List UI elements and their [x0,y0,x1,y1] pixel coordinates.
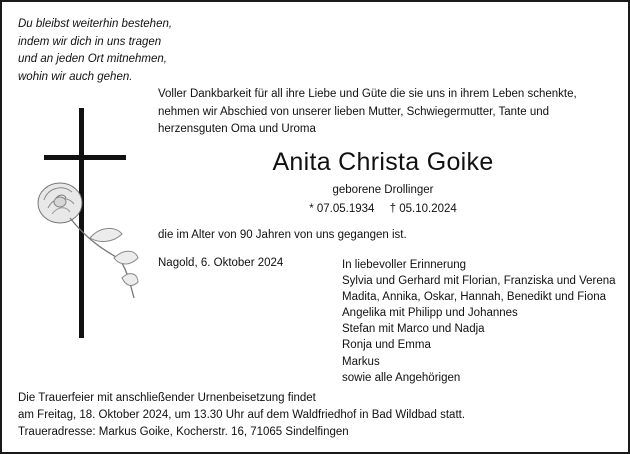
maiden-name: geborene Drollinger [332,184,434,196]
mourners-heading: In liebevoller Erinnerung [342,259,467,271]
rose-icon [38,183,138,298]
death-date: † 05.10.2024 [389,203,457,215]
mourner-line: Sylvia und Gerhard mit Florian, Franziska und Verena [342,275,616,288]
place-date: Nagold, 6. Oktober 2024 [158,257,284,269]
birth-date: * 07.05.1934 [309,203,375,215]
funeral-line: Die Trauerfeier mit anschließender Urnenbeisetzung findet [18,392,316,404]
life-dates [158,203,608,215]
funeral-info [18,390,465,441]
mourner-line: Ronja und Emma [342,339,431,352]
mourner-line: sowie alle Angehörigen [342,371,461,384]
mourner-line: Madita, Annika, Oskar, Hannah, Benedikt und Fiona [342,291,607,304]
mourner-line: Stefan mit Marco und Nadja [342,323,485,336]
funeral-line: am Freitag, 18. Oktober 2024, um 13.30 Uhr auf dem Waldfriedhof in Bad Wildbad statt. [18,409,466,421]
age-line: die im Alter von 90 Jahren von uns gegangen ist. [158,229,407,241]
cross-rose-artwork [30,108,140,338]
poem: Du bleibst weiterhin bestehen, indem wir dich in uns tragen und an jeden Ort mitnehmen, wohin wir auch gehen. [18,18,173,83]
mourner-line: Markus [342,355,380,368]
funeral-address: Traueradresse: Markus Goike, Kocherstr. 16, 71065 Sindelfingen [18,426,349,438]
deceased-name: Anita Christa Goike [272,148,494,176]
mourners-list [342,257,616,386]
mourner-line: Angelika mit Philipp und Johannes [342,307,518,320]
intro-text: Voller Dankbarkeit für all ihre Liebe und Güte die sie uns in ihrem Leben schenkte, nehmen wir Abschied von unserer lieben Mutter, Schwiegermutter, Tante und herzensguten Oma und Uroma [158,88,577,135]
